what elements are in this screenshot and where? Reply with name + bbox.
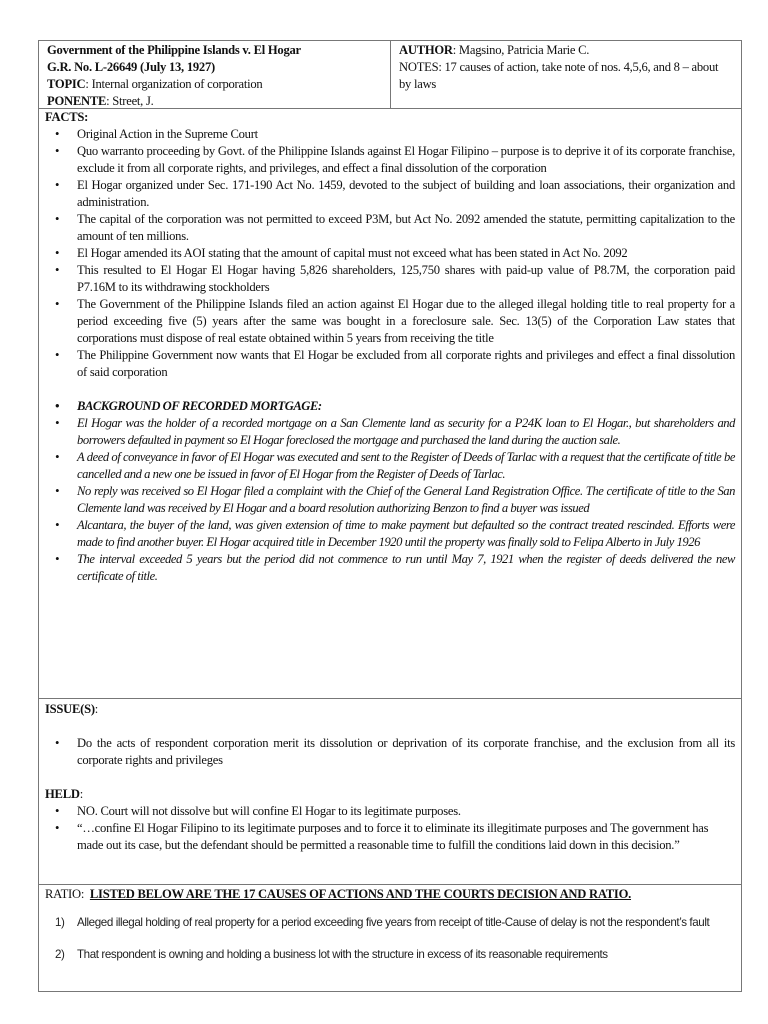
author-info — [391, 41, 741, 108]
case-digest-table — [38, 40, 742, 992]
topic-label: TOPIC — [47, 77, 86, 91]
author: : Magsino, Patricia Marie C. — [452, 43, 590, 57]
background-item: • A deed of conveyance in favor of El Hogar was executed and sent to the Register of Deeds of Tarlac with a request that the certificate of title be cancelled and a new one be issued in favor of El Hogar from the Register of Deeds of Tarlac. — [45, 449, 735, 483]
ponente-label: PONENTE — [47, 94, 107, 108]
fact-item: • This resulted to El Hogar El Hogar having 5,826 shareholders, 125,750 shares with paid-up value of P8.7M, the corporation paid P7.16M to its withdrawing stockholders — [45, 262, 735, 296]
held-item: • “…confine El Hogar Filipino to its legitimate purposes and to force it to eliminate its illegitimate purposes and The government has made out its case, but the defendant should be permitted a reasonable time to fulfill the conditions laid down in this decision.” — [45, 820, 715, 854]
cause-text: That respondent is owning and holding a business lot with the structure in excess of its reasonable requirements — [77, 948, 608, 961]
background-item: • Alcantara, the buyer of the land, was given extension of time to make payment but defaulted so the contract treated rescinded. Efforts were made to find another buyer. El Hogar acquired title in December 1920 until the property was finally sold to Felipa Alberto in July 1926 — [45, 517, 735, 551]
issue-heading: ISSUE(S) — [45, 702, 95, 716]
case-title: Government of the Philippine Islands v. El Hogar — [47, 43, 301, 57]
issue-item: • Do the acts of respondent corporation merit its dissolution or deprivation of its corporate franchise, and the exclusion from all its corporate rights and privileges — [45, 735, 735, 769]
gr-number: G.R. No. L-26649 (July 13, 1927) — [47, 60, 215, 74]
background-item: • The interval exceeded 5 years but the period did not commence to run until May 7, 1921 when the register of deeds delivered the new certificate of title. — [45, 551, 735, 585]
fact-item: • El Hogar amended its AOI stating that the amount of capital must not exceed what has been stated in Act No. 2092 — [45, 245, 735, 262]
held-heading: HELD — [45, 787, 80, 801]
issue-held-section — [39, 701, 741, 885]
background-item: • No reply was received so El Hogar filed a complaint with the Chief of the General Land Registration Office. The certificate of title to the San Clemente land was received by El Hogar and a board resolution authorizing Benzon to find a buyer was issued — [45, 483, 735, 517]
topic: : Internal organization of corporation — [85, 77, 263, 91]
ratio-section — [39, 885, 741, 991]
fact-item: • The Philippine Government now wants that El Hogar be excluded from all corporate rights and privileges and effect a final dissolution of said corporation — [45, 347, 735, 381]
author-label: AUTHOR — [399, 43, 453, 57]
facts-section — [39, 109, 741, 699]
header-row — [39, 41, 741, 109]
fact-item: • The Government of the Philippine Islands filed an action against El Hogar due to the alleged illegal holding title to real property for a period exceeding five (5) years after the same was bought in a foreclosure sale. Sec. 13(5) of the Corporation Law states that corporations must dispose of real estate obtained within 5 years from receiving the title — [45, 296, 735, 347]
cause-of-action-item — [45, 915, 735, 931]
background-heading: • BACKGROUND OF RECORDED MORTGAGE: — [45, 398, 735, 415]
ratio-label: RATIO — [45, 887, 81, 901]
issue-colon: : — [94, 702, 99, 716]
cause-text: Alleged illegal holding of real property for a period exceeding five years from receipt of title-Cause of delay is not the respondent’s fault — [77, 916, 710, 929]
cause-of-action-item — [45, 947, 735, 963]
background-item: • El Hogar was the holder of a recorded mortgage on a San Clemente land as security for a P24K loan to El Hogar., but shareholders and borrowers defaulted in payment so El Hogar foreclosed the mortgage and purchased the land during the auction sale. — [45, 415, 735, 449]
case-info — [39, 41, 391, 108]
facts-heading: FACTS: — [45, 110, 89, 124]
ratio-colon: : — [80, 887, 85, 901]
fact-item: • Original Action in the Supreme Court — [45, 126, 735, 143]
notes: NOTES: 17 causes of action, take note of nos. 4,5,6, and 8 – about by laws — [399, 60, 719, 91]
ponente: : Street, J. — [106, 94, 154, 108]
held-item: • NO. Court will not dissolve but will confine El Hogar to its legitimate purposes. — [45, 803, 715, 820]
fact-item: • The capital of the corporation was not permitted to exceed P3M, but Act No. 2092 amended the statute, permitting capitalization to the amount of ten millions. — [45, 211, 735, 245]
fact-item: • El Hogar organized under Sec. 171-190 Act No. 1459, devoted to the subject of building and loan associations, their organization and administration. — [45, 177, 735, 211]
held-colon: : — [79, 787, 83, 801]
ratio-heading: LISTED BELOW ARE THE 17 CAUSES OF ACTIONS AND THE COURTS DECISION AND RATIO. — [89, 887, 632, 901]
fact-item: • Quo warranto proceeding by Govt. of the Philippine Islands against El Hogar Filipino – purpose is to deprive it of its corporate franchise, exclude it from all corporate rights, and privileges, and effect a final dissolution of the corporation — [45, 143, 735, 177]
